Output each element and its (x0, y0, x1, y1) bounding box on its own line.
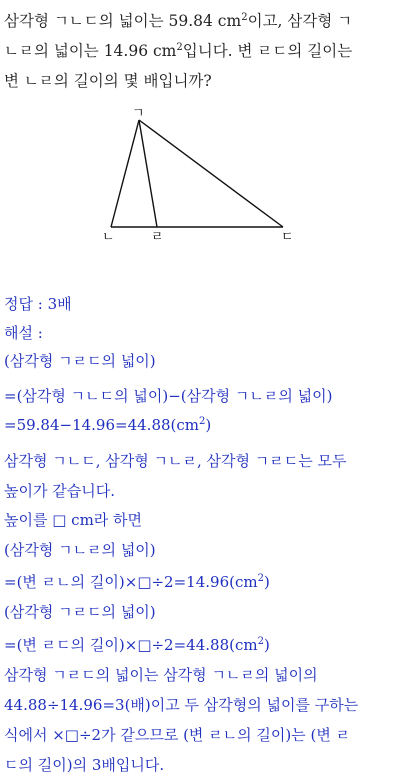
edge-top-left (111, 120, 139, 227)
question-line-2: ㄴㄹ의 넓이는 14.96 $cm^2$입니다. 변 ㄹㄷ의 길이는 (4, 41, 353, 60)
explanation-line: =(삼각형 ㄱㄴㄷ의 넓이)−(삼각형 ㄱㄴㄹ의 넓이) (4, 387, 333, 405)
explanation-line: =(변 ㄹㄷ의 길이)$\times□\div 2=44.88(cm^2)$ (4, 636, 270, 654)
vertex-label-top: ㄱ (132, 106, 145, 121)
vertex-label-right: ㄷ (281, 230, 294, 245)
edge-top-mid (139, 120, 157, 227)
question-line-1: 삼각형 ㄱㄴㄷ의 넓이는 59.84 $cm^2$이고, 삼각형 ㄱ (4, 11, 353, 30)
explanation-line: 44.88÷14.96=3(배)이고 두 삼각형의 넓이를 구하는 (4, 696, 359, 714)
triangle-figure (0, 100, 400, 250)
explanation-line: 높이를 □ cm라 하면 (4, 511, 143, 529)
explanation-line: 높이가 같습니다. (4, 482, 115, 500)
explanation-line: (삼각형 ㄱㄹㄷ의 넓이) (4, 603, 156, 621)
explanation-line: 삼각형 ㄱㄹㄷ의 넓이는 삼각형 ㄱㄴㄹ의 넓이의 (4, 666, 318, 684)
explanation-label: 해설 : (4, 324, 43, 342)
edge-top-right (139, 120, 283, 227)
question-line-3: 변 ㄴㄹ의 길이의 몇 배입니까? (4, 72, 212, 90)
explanation-line: =(변 ㄹㄴ의 길이)$\times□\div 2=14.96(cm^2)$ (4, 573, 270, 591)
explanation-line: 식에서 ×□÷2가 같으므로 (변 ㄹㄴ의 길이)는 (변 ㄹ (4, 726, 351, 744)
answer-line: 정답 : 3배 (4, 295, 72, 313)
explanation-line: 삼각형 ㄱㄴㄷ, 삼각형 ㄱㄴㄹ, 삼각형 ㄱㄹㄷ는 모두 (4, 452, 347, 470)
question-text (4, 6, 398, 96)
vertex-label-mid: ㄹ (151, 230, 164, 245)
explanation-line: $=59.84-14.96=44.88(cm^2)$ (4, 416, 212, 434)
explanation-line: ㄷ의 길이)의 3배입니다. (4, 756, 165, 774)
vertex-label-left: ㄴ (102, 230, 115, 245)
explanation-line: (삼각형 ㄱㄴㄹ의 넓이) (4, 541, 156, 559)
explanation-line: (삼각형 ㄱㄹㄷ의 넓이) (4, 352, 156, 370)
